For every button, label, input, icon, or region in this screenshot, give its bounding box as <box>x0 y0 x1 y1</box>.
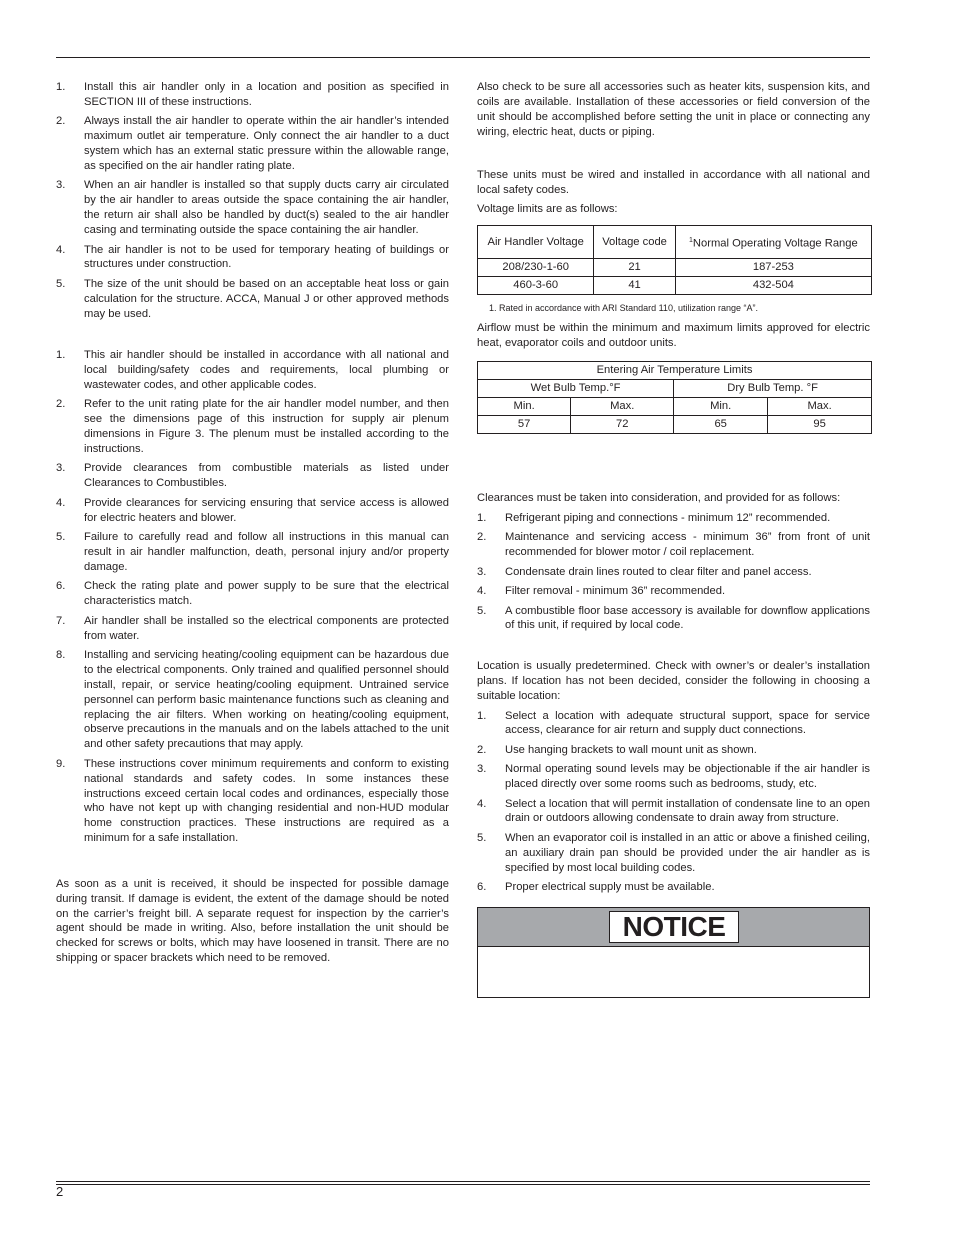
list-item <box>477 743 870 758</box>
list-item <box>477 762 870 792</box>
list-item-text: Install this air handler only in a location and position as specified in SECTION III of these instructions. <box>84 81 449 108</box>
list-item-number: 4. <box>477 797 487 810</box>
table-cell: 187-253 <box>675 259 871 277</box>
list-item-number: 3. <box>477 763 487 776</box>
list-item-number: 2. <box>56 398 66 411</box>
list-item-number: 3. <box>56 462 66 475</box>
list-item <box>56 397 449 457</box>
table-cell: Min. <box>478 398 571 416</box>
table-cell: 208/230-1-60 <box>478 259 594 277</box>
voltage-footnote: 1. Rated in accordance with ARI Standard 110, utilization range “A”. <box>489 303 758 314</box>
clearance-intro: Clearances must be taken into consideration, and provided for as follows: <box>477 492 841 505</box>
table-cell: 41 <box>594 277 675 295</box>
notice-body <box>478 947 869 997</box>
list-item-number: 8. <box>56 648 66 661</box>
voltage-header-2: Voltage code <box>594 226 675 259</box>
airflow-paragraph: Airflow must be within the minimum and maximum limits approved for electric heat, evaporator coils and outdoor units. <box>477 322 870 350</box>
list-item <box>56 114 449 174</box>
list-item-text: Select a location with adequate structural support, space for service access, clearance for air return and supply duct connections. <box>505 709 870 737</box>
right-column <box>477 80 870 998</box>
table-cell: 95 <box>768 416 872 434</box>
list-item <box>477 880 870 895</box>
list-item-text: Select a location that will permit installation of condensate line to an open drain or outdoors allowing condensate to drain away from structure. <box>505 797 870 825</box>
receiving-paragraph: As soon as a unit is received, it should be inspected for possible damage during transit. If damage is evident, the extent of the damage should be noted on the carrier’s freight bill. A separate request for inspection by the carrier’s agent should be made in writing. Also, before installation the unit should be checked for screws or bolts, which may have loosened in transit. There are no shipping or spacer brackets which need to be removed. <box>56 877 449 965</box>
list-item-number: 2. <box>477 743 487 756</box>
table-cell: 21 <box>594 259 675 277</box>
table-cell: 72 <box>571 416 674 434</box>
accessories-paragraph: Also check to be sure all accessories such as heater kits, suspension kits, and coils are available. Installation of these accessories or field conversion of the unit should be accomplished before setting the unit in place or connecting any wiring, electric heat, ducts or piping. <box>477 81 870 138</box>
list-item-text: These instructions cover minimum requirements and conform to existing national standards and safety codes. In some instances these instructions exceed certain local codes and ordinances, especially those who have not kept up with changing residential and non-HUD modular home construction practices. These instructions are required as a minimum for a safe installation. <box>84 757 449 845</box>
notice-label: NOTICE <box>609 911 739 943</box>
top-rule <box>56 57 870 58</box>
list-item <box>56 277 449 322</box>
list-item-number: 5. <box>477 831 487 844</box>
list-item <box>56 80 449 110</box>
list-item-number: 1. <box>477 709 487 722</box>
list-item-text: Provide clearances from combustible materials as listed under Clearances to Combustibles. <box>84 462 449 490</box>
list-item-number: 4. <box>56 496 66 509</box>
list-item-number: 7. <box>56 614 66 627</box>
footer-rule <box>56 1181 870 1182</box>
table-cell: Max. <box>768 398 872 416</box>
list-item <box>56 530 449 575</box>
dry-bulb-header: Dry Bulb Temp. °F <box>674 380 872 398</box>
wiring-paragraph: These units must be wired and installed in accordance with all national and local safety codes. <box>477 168 870 196</box>
list-item <box>56 614 449 644</box>
list-item-text: Air handler shall be installed so the electrical components are protected from water. <box>84 614 449 642</box>
footer-rule <box>56 1184 870 1185</box>
list-item-text: This air handler should be installed in accordance with all national and local building/safety codes and requirements, local plumbing or wastewater codes, and other applicable codes. <box>84 349 449 391</box>
list-item-text: The size of the unit should be based on an acceptable heat loss or gain calculation for the structure. ACCA, Manual J or other approved methods may be used. <box>84 277 449 320</box>
list-item-text: Refer to the unit rating plate for the air handler model number, and then see the dimensions page of this instruction for supply air plenum dimensions in Figure 3. The plenum must be installed according to the instructions. <box>84 398 449 456</box>
list-item <box>477 565 870 580</box>
list-item <box>56 461 449 491</box>
list-item-number: 4. <box>56 243 66 256</box>
left-column <box>56 80 449 971</box>
list-item-text: The air handler is not to be used for temporary heating of buildings or structures under construction. <box>84 243 449 271</box>
list-item-number: 1. <box>477 511 487 524</box>
list-item-text: When an air handler is installed so that supply ducts carry air circulated by the air handler to areas outside the space containing the air handler, the return air shall also be handled by duct(s) sealed to the air handler casing and terminating outside the space containing the air handler. <box>84 179 449 237</box>
list-item-number: 6. <box>477 881 487 894</box>
list-item-text: Condensate drain lines routed to clear filter and panel access. <box>505 565 812 578</box>
voltage-header-3-text: Normal Operating Voltage Range <box>692 237 858 250</box>
list-item-number: 1. <box>56 349 66 362</box>
list-item-number: 1. <box>56 81 66 93</box>
list-item-text: Normal operating sound levels may be objectionable if the air handler is placed directly over some rooms such as bedrooms, study, etc. <box>505 763 870 791</box>
clearance-list <box>477 511 870 633</box>
list-item <box>56 348 449 393</box>
table-cell: Min. <box>674 398 768 416</box>
list-item-text: Maintenance and servicing access - minimum 36” from front of unit recommended for blower motor / coil replacement. <box>505 531 870 559</box>
list-item <box>477 604 870 634</box>
voltage-table <box>477 225 872 295</box>
list-item-text: Always install the air handler to operate within the air handler’s intended maximum outlet air temperature. Only connect the air handler to a duct system which has an external static pressure within the allowable range, as specified on the air handler rating plate. <box>84 115 449 173</box>
table-row <box>478 259 872 277</box>
list-item-text: Check the rating plate and power supply to be sure that the electrical characteristics match. <box>84 580 449 608</box>
table-cell: 57 <box>478 416 571 434</box>
table-cell: 65 <box>674 416 768 434</box>
list-item-text: A combustible floor base accessory is available for downflow applications of this unit, if required by local code. <box>505 604 870 632</box>
list-item <box>477 584 870 599</box>
page-number: 2 <box>56 1184 64 1199</box>
list-item <box>477 831 870 876</box>
temp-table-title: Entering Air Temperature Limits <box>478 362 872 380</box>
list-item-text: When an evaporator coil is installed in an attic or above a finished ceiling, an auxiliary drain pan should be provided under the air handler as is specified by most local building codes. <box>505 831 870 874</box>
list-item-number: 6. <box>56 580 66 593</box>
list-item-number: 5. <box>477 604 487 617</box>
list-item <box>477 709 870 739</box>
safety-list <box>56 80 449 322</box>
list-item <box>56 757 449 846</box>
voltage-intro: Voltage limits are as follows: <box>477 203 618 216</box>
list-item-text: Provide clearances for servicing ensuring that service access is allowed for electric heaters and blower. <box>84 496 449 524</box>
list-item <box>56 648 449 752</box>
list-item-text: Refrigerant piping and connections - minimum 12” recommended. <box>505 511 831 524</box>
list-item <box>56 178 449 238</box>
list-item-number: 3. <box>477 565 487 578</box>
installation-requirements-list <box>56 348 449 846</box>
table-cell: 432-504 <box>675 277 871 295</box>
notice-box <box>477 907 870 998</box>
wet-bulb-header: Wet Bulb Temp.°F <box>478 380 674 398</box>
notice-header <box>478 908 869 947</box>
list-item-text: Use hanging brackets to wall mount unit as shown. <box>505 743 757 756</box>
list-item <box>56 496 449 526</box>
location-list <box>477 709 870 895</box>
list-item-number: 5. <box>56 277 66 290</box>
list-item-number: 2. <box>477 531 487 544</box>
list-item-text: Proper electrical supply must be available. <box>505 881 715 894</box>
list-item <box>477 797 870 827</box>
list-item-text: Failure to carefully read and follow all instructions in this manual can result in air handler malfunction, death, personal injury and/or property damage. <box>84 531 449 573</box>
list-item <box>477 530 870 560</box>
list-item-text: Filter removal - minimum 36” recommended. <box>505 585 726 598</box>
location-intro: Location is usually predetermined. Check with owner’s or dealer’s installation plans. If location has not been decided, consider the following in choosing a suitable location: <box>477 659 870 702</box>
footnote-marker: 1 <box>689 236 693 244</box>
list-item-number: 4. <box>477 585 487 598</box>
list-item <box>56 579 449 609</box>
voltage-header-3 <box>675 226 871 259</box>
list-item <box>56 243 449 273</box>
list-item-number: 3. <box>56 179 66 192</box>
temperature-limits-table <box>477 361 872 434</box>
table-row <box>478 277 872 295</box>
list-item-text: Installing and servicing heating/cooling equipment can be hazardous due to the electrical components. Only trained and qualified personnel should install, repair, or service heating/cooling equipment. Untrained service personnel can perform basic maintenance functions such as cleaning and replacing the air filters. When working on heating/cooling equipment, observe precautions in the manuals and on the labels attached to the unit and other safety precautions that may apply. <box>84 648 449 751</box>
list-item-number: 9. <box>56 757 66 770</box>
voltage-header-1: Air Handler Voltage <box>478 226 594 259</box>
list-item-number: 5. <box>56 531 66 544</box>
list-item <box>477 511 870 526</box>
table-cell: Max. <box>571 398 674 416</box>
list-item-number: 2. <box>56 115 66 128</box>
table-cell: 460-3-60 <box>478 277 594 295</box>
